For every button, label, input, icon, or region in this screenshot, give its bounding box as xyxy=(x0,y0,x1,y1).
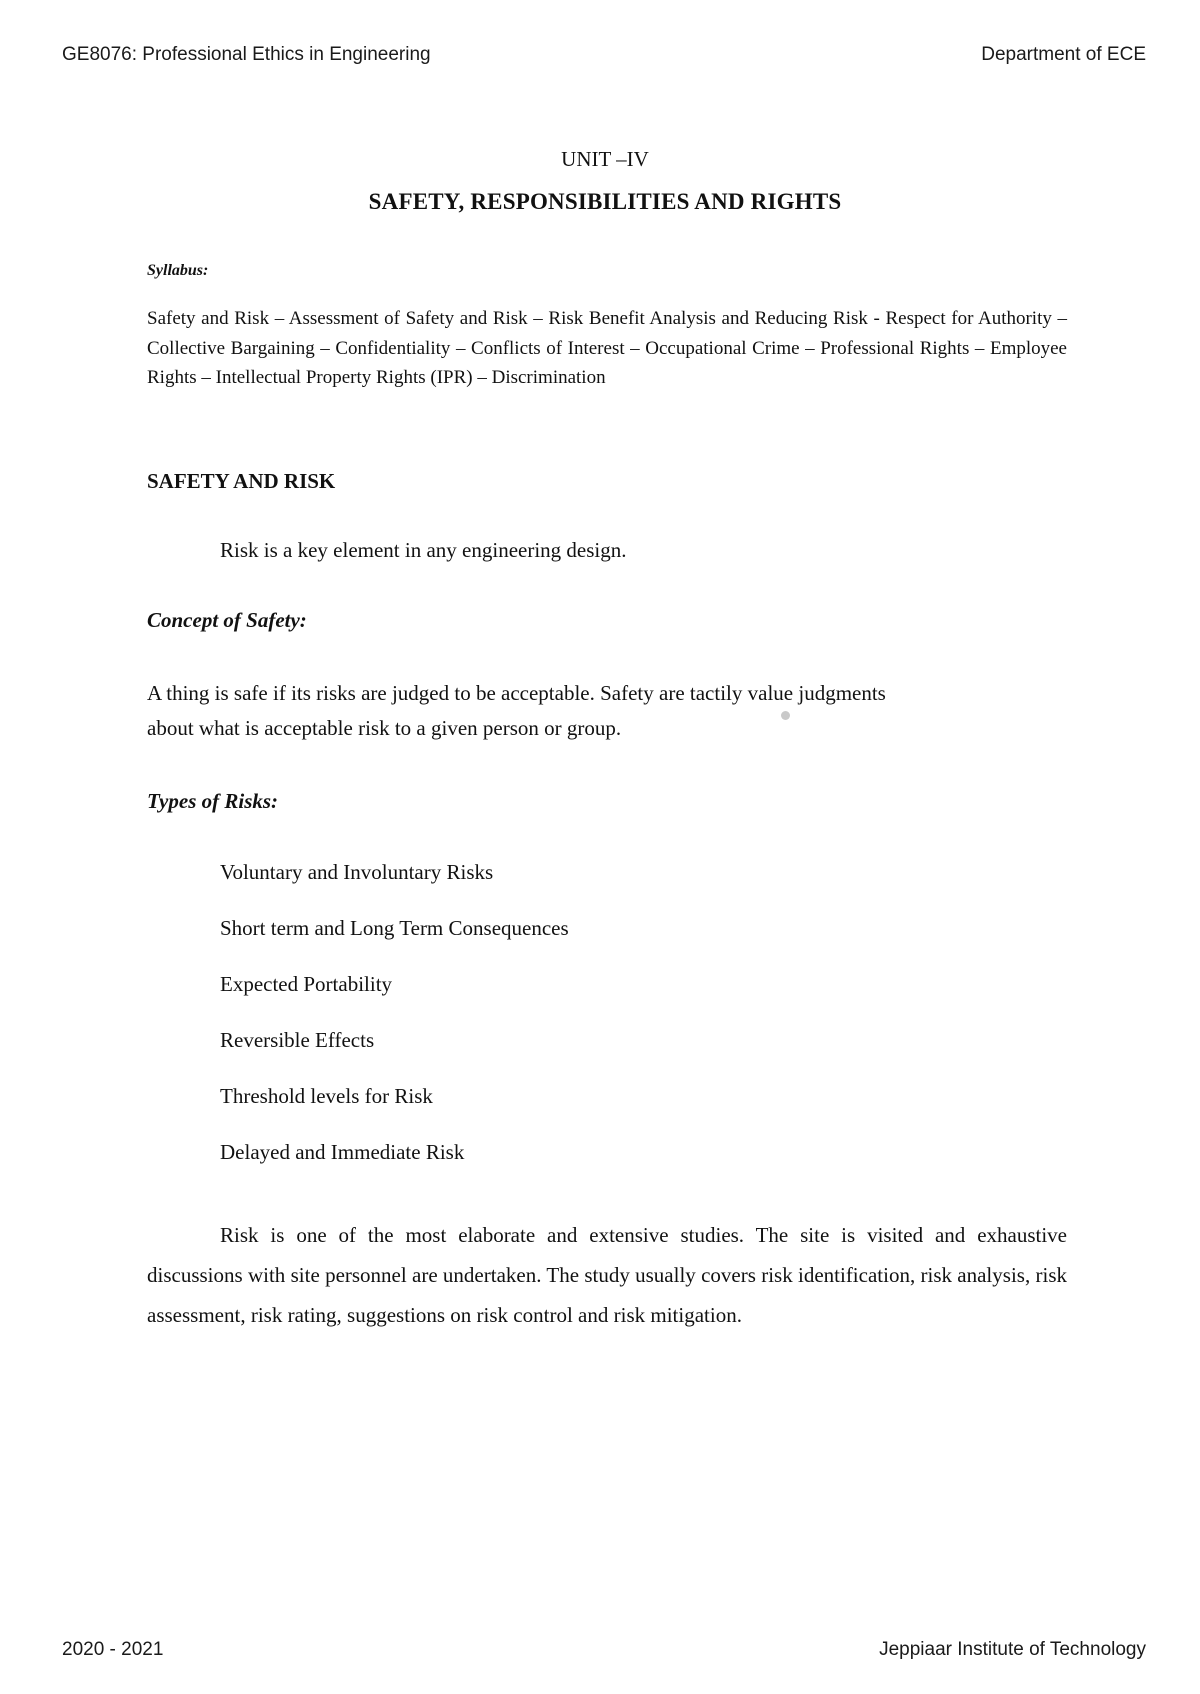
closing-paragraph: Risk is one of the most elaborate and extensive studies. The site is visited and exhaustive discussions with site personnel are undertaken. The study usually covers risk identification, risk analysis, risk assessment, risk rating, suggestions on risk control and risk mitigation. xyxy=(147,1223,1067,1327)
cursor-dot xyxy=(781,711,790,720)
list-item: Threshold levels for Risk xyxy=(220,1084,433,1108)
section-heading: SAFETY AND RISK xyxy=(147,469,336,493)
intro-sentence: Risk is a key element in any engineering design. xyxy=(220,538,627,562)
header-department: Department of ECE xyxy=(981,44,1146,65)
header-course-title: GE8076: Professional Ethics in Engineering xyxy=(62,44,431,65)
footer-institute: Jeppiaar Institute of Technology xyxy=(879,1639,1146,1660)
types-heading: Types of Risks: xyxy=(147,789,279,813)
concept-line-1: A thing is safe if its risks are judged to be acceptable. Safety are tactily value judgments xyxy=(147,681,886,705)
list-item: Voluntary and Involuntary Risks xyxy=(220,860,494,884)
syllabus-label: Syllabus: xyxy=(147,262,209,279)
list-item: Short term and Long Term Consequences xyxy=(220,916,569,940)
syllabus-text: Safety and Risk – Assessment of Safety and Risk – Risk Benefit Analysis and Reducing Risk - Respect for Authority – Collective Bargaining – Confidentiality – Conflicts of Interest – Occupational Crime – Professional Rights – Employee Rights – Intellectual Property Rights (IPR) – Discrimination xyxy=(147,308,1067,388)
concept-heading: Concept of Safety: xyxy=(147,608,307,632)
list-item: Reversible Effects xyxy=(220,1028,375,1052)
concept-line-2: about what is acceptable risk to a given person or group. xyxy=(147,716,622,740)
unit-title: SAFETY, RESPONSIBILITIES AND RIGHTS xyxy=(368,189,842,214)
unit-label: UNIT –IV xyxy=(561,147,649,171)
risk-types-list xyxy=(220,858,569,1194)
list-item: Delayed and Immediate Risk xyxy=(220,1140,465,1164)
footer-year: 2020 - 2021 xyxy=(62,1639,164,1660)
list-item: Expected Portability xyxy=(220,972,393,996)
